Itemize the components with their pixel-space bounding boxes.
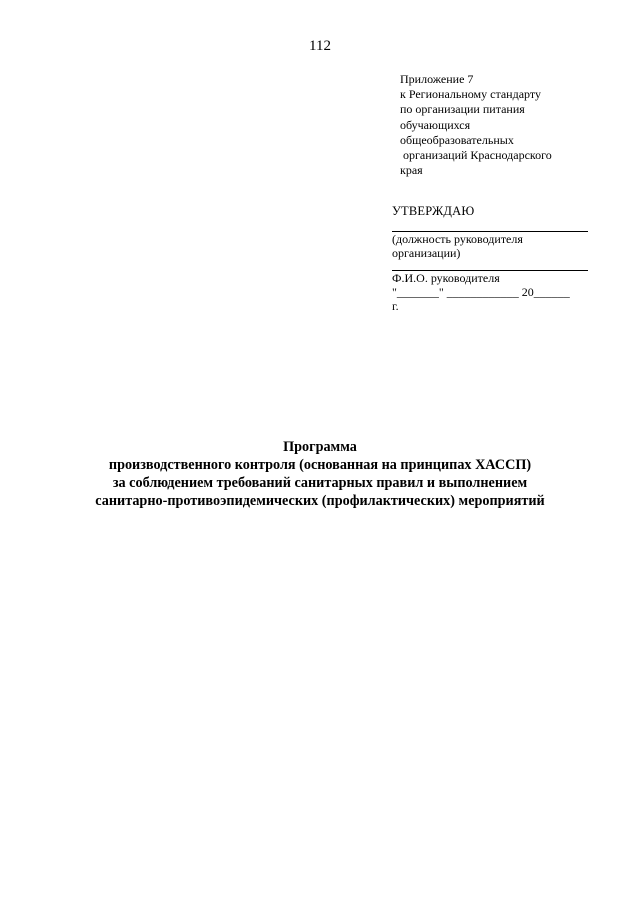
appendix-line: Приложение 7 xyxy=(400,72,474,86)
name-caption: Ф.И.О. руководителя xyxy=(392,271,500,285)
page-number: 112 xyxy=(309,38,331,54)
program-line: санитарно-противоэпидемических (профилактических) мероприятий xyxy=(95,493,545,509)
program-line: производственного контроля (основанная на принципах ХАССП) xyxy=(108,457,532,473)
appendix-line: обучающихся xyxy=(400,117,471,132)
approval-block xyxy=(392,204,588,313)
appendix-line: к Региональному стандарту xyxy=(400,87,541,102)
approval-title: УТВЕРЖДАЮ xyxy=(392,204,475,218)
date-line: "_______" ____________ 20______ xyxy=(392,285,570,299)
program-heading xyxy=(0,438,640,510)
year-suffix: г. xyxy=(392,299,399,313)
appendix-line: организаций Краснодарского xyxy=(400,148,552,163)
appendix-block xyxy=(400,72,600,178)
appendix-line: по организации питания xyxy=(400,102,525,117)
appendix-line: края xyxy=(400,163,423,178)
program-line: за соблюдением требований санитарных правил и выполнением xyxy=(112,475,528,491)
position-caption-line: организации) xyxy=(392,246,461,260)
program-title: Программа xyxy=(283,439,357,455)
position-caption-line: (должность руководителя xyxy=(392,232,523,246)
appendix-line: общеобразовательных xyxy=(400,132,514,147)
position-caption xyxy=(392,232,588,260)
